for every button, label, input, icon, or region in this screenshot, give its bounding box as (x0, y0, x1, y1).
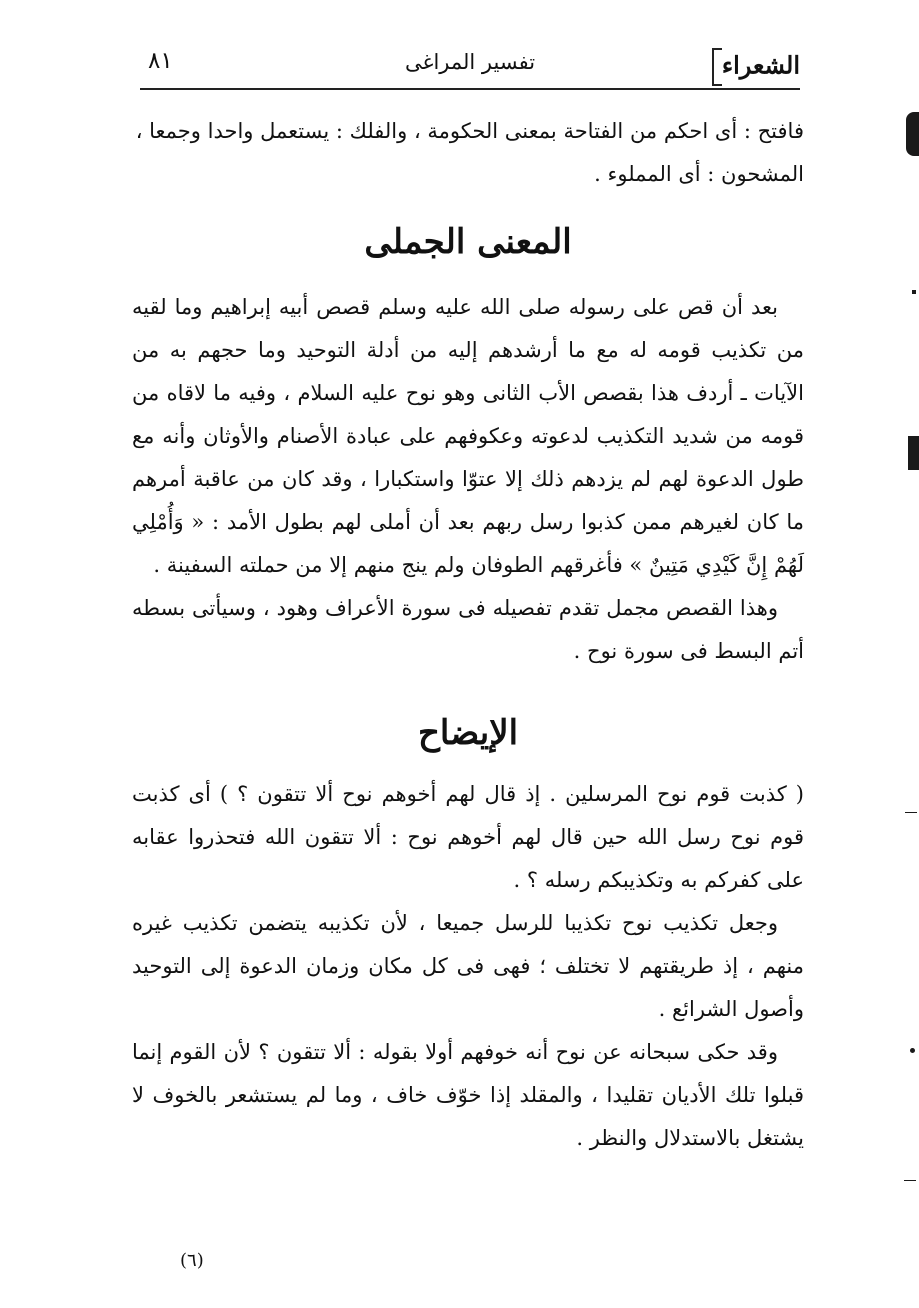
spacer (132, 196, 804, 212)
page-number: ٨١ (148, 48, 173, 74)
paragraph: بعد أن قص على رسوله صلى الله عليه وسلم قصص أبيه إبراهيم وما لقيه من تكذيب قومه له مع ما أرشدهم إليه من أدلة التوحيد وما حجهم به من الآيات ـ أردف هذا بقصص الأب الثانى وهو نوح عليه السلام ، وفيه ما لاقاه من قومه من شديد التكذيب لدعوته وعكوفهم على عبادة الأصنام والأوثان وأنه مع طول الدعوة لهم لم يزدهم ذلك إلا عتوّا واستكبارا ، وقد كان من عاقبة أمرهم ما كان لغيرهم ممن كذبوا رسل ربهم بعد أن أملى لهم بطول الأمد : « وَأُمْلِي لَهُمْ إِنَّ كَيْدِي مَتِينٌ » فأغرقهم الطوفان ولم ينج منهم إلا من حملته السفينة . (132, 295, 804, 577)
vocab-line: فافتح : أى احكم من الفتاحة بمعنى الحكومة ، والفلك : يستعمل واحدا وجمعا ، (135, 119, 804, 143)
margin-mark (904, 1180, 916, 1181)
section-heading-explanation: الإيضاح (417, 713, 519, 753)
margin-mark (906, 112, 919, 156)
paragraph: وجعل تكذيب نوح تكذيبا للرسل جميعا ، لأن تكذيبه يتضمن تكذيب غيره منهم ، إذ طريقتهم لا تختلف ؛ فهى فى كل مكان وزمان الدعوة إلى التوحيد وأصول الشرائع . (132, 911, 804, 1021)
spacer (132, 272, 804, 286)
running-header (140, 38, 800, 90)
margin-mark (912, 290, 916, 294)
spacer (132, 763, 804, 773)
section-heading-overview: المعنى الجملى (364, 222, 572, 262)
paragraph: وهذا القصص مجمل تقدم تفصيله فى سورة الأعراف وهود ، وسيأتى بسطه أتم البسط فى سورة نوح . (132, 596, 804, 663)
paragraph: وقد حكى سبحانه عن نوح أنه خوفهم أولا بقوله : ألا تتقون ؟ لأن القوم إنما قبلوا تلك الأديان تقليدا ، والمقلد إذا خوّف خاف ، وما لم يستشعر بالخوف لا يشتغل بالاستدلال والنظر . (132, 1040, 804, 1150)
margin-mark (910, 1048, 915, 1053)
margin-mark (908, 436, 919, 470)
page-body (132, 110, 804, 1160)
book-title: تفسير المراغى (404, 50, 536, 74)
surah-name-text: الشعراء (721, 50, 800, 80)
vocab-line: المشحون : أى المملوء . (594, 162, 804, 186)
spacer (132, 673, 804, 703)
paragraph: ( كذبت قوم نوح المرسلين . إذ قال لهم أخوهم نوح ألا تتقون ؟ ) أى كذبت قوم نوح رسل الله حين قال لهم أخوهم نوح : ألا تتقون الله فتحذروا عقابه على كفركم به وتكذيبكم رسله ؟ . (132, 782, 804, 892)
signature-mark: (٦) (180, 1250, 204, 1271)
margin-mark (905, 812, 917, 813)
